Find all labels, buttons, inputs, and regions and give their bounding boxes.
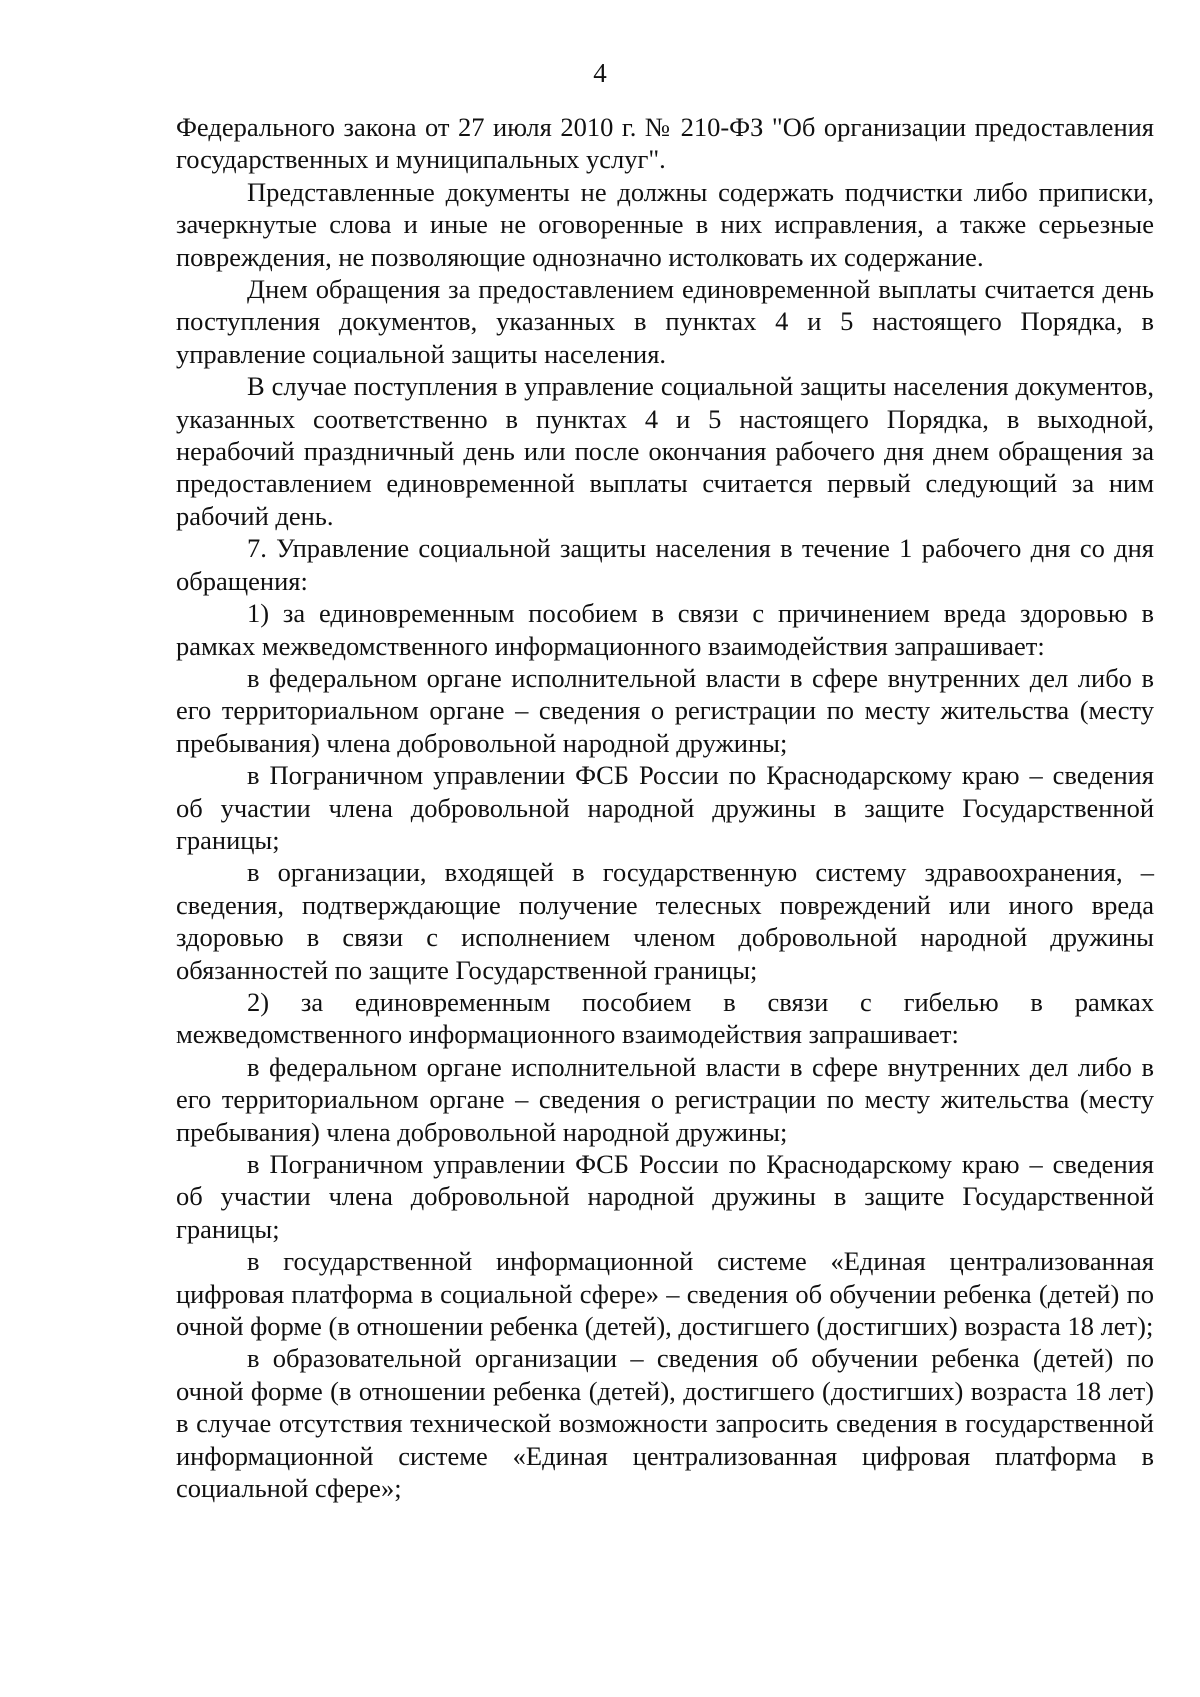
paragraph-request-educational-org: в образовательной организации – сведения об обучении ребенка (детей) по очной форме (в отношении ребенка (детей), достигшего (достигших) возраста 18 лет) в случае отсутствия технической возможности запросить сведения в государственной информационной системе «Единая централизованная цифровая платформа в социальной сфере»; — [176, 1343, 1154, 1504]
paragraph-request-border-department: в Пограничном управлении ФСБ России по Краснодарскому краю – сведения об участии члена добровольной народной дружины в защите Государственной границы; — [176, 760, 1154, 855]
paragraph-item-7: 7. Управление социальной защиты населения в течение 1 рабочего дня со дня обращения: — [176, 533, 1154, 596]
paragraph-weekend-receipt: В случае поступления в управление социальной защиты населения документов, указанных соответственно в пунктах 4 и 5 настоящего Порядка, в выходной, нерабочий праздничный день или после окончания рабочего дня днем обращения за предоставлением единовременной выплаты считается первый следующий за ним рабочий день. — [176, 371, 1154, 531]
paragraph-subitem-1: 1) за единовременным пособием в связи с причинением вреда здоровью в рамках межведомственного информационного взаимодействия запрашивает: — [176, 598, 1154, 661]
paragraph-request-healthcare: в организации, входящей в государственную систему здравоохранения, – сведения, подтверждающие получение телесных повреждений или иного вреда здоровью в связи с исполнением членом добровольной народной дружины обязанностей по защите Государственной границы; — [176, 857, 1154, 985]
paragraph-request-internal-affairs-2: в федеральном органе исполнительной власти в сфере внутренних дел либо в его территориальном органе – сведения о регистрации по месту жительства (месту пребывания) члена добровольной народной дружины; — [176, 1051, 1154, 1147]
page-number: 4 — [593, 58, 607, 88]
paragraph-law-reference: Федерального закона от 27 июля 2010 г. № 210-ФЗ "Об организации предоставления государственных и муниципальных услуг". — [176, 112, 1154, 175]
paragraph-application-day: Днем обращения за предоставлением единовременной выплаты считается день поступления документов, указанных в пунктах 4 и 5 настоящего Порядка, в управление социальной защиты населения. — [176, 274, 1154, 369]
document-body — [176, 111, 1154, 1504]
paragraph-request-info-system: в государственной информационной системе «Единая централизованная цифровая платформа в социальной сфере» – сведения об обучении ребенка (детей) по очной форме (в отношении ребенка (детей), достигшего (достигших) возраста 18 лет); — [176, 1246, 1154, 1342]
paragraph-request-border-department-2: в Пограничном управлении ФСБ России по Краснодарскому краю – сведения об участии члена добровольной народной дружины в защите Государственной границы; — [176, 1149, 1154, 1244]
paragraph-document-requirements: Представленные документы не должны содержать подчистки либо приписки, зачеркнутые слова и иные не оговоренные в них исправления, а также серьезные повреждения, не позволяющие однозначно истолковать их содержание. — [176, 176, 1154, 272]
paragraph-subitem-2: 2) за единовременным пособием в связи с гибелью в рамках межведомственного информационного взаимодействия запрашивает: — [176, 986, 1154, 1050]
paragraph-request-internal-affairs: в федеральном органе исполнительной власти в сфере внутренних дел либо в его территориальном органе – сведения о регистрации по месту жительства (месту пребывания) члена добровольной народной дружины; — [176, 662, 1154, 758]
